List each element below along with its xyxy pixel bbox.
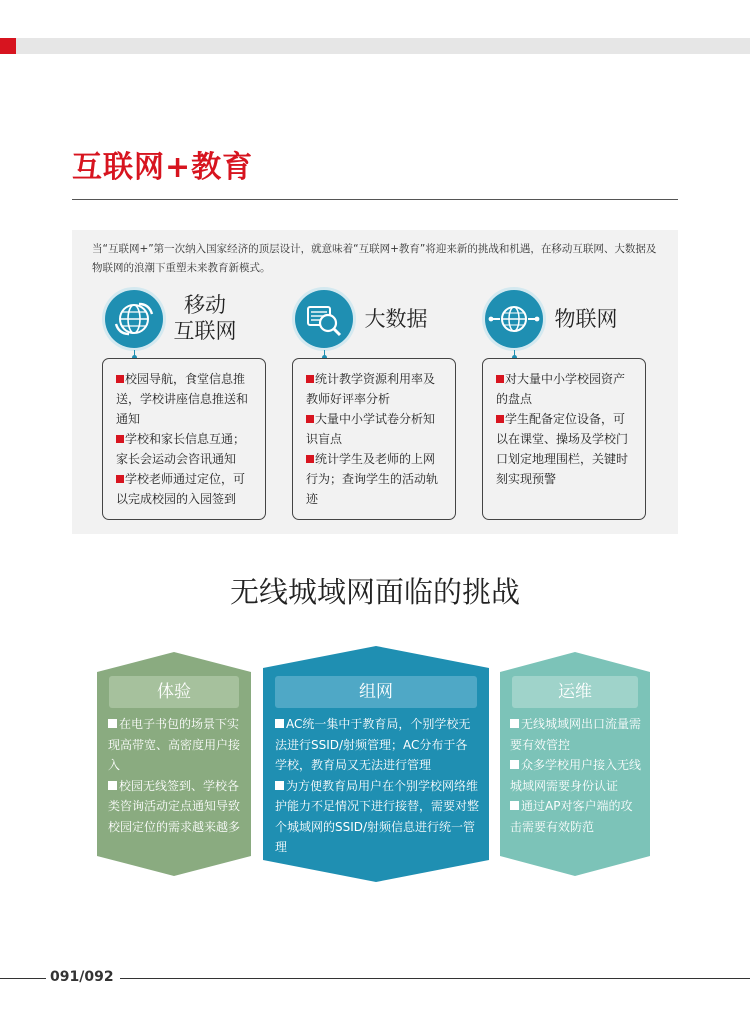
list-item: AC统一集中于教育局，个别学校无法进行SSID/射频管理；AC分布于各学校，教育局又无法进行管理	[275, 717, 471, 772]
data-magnifier-icon	[295, 290, 353, 348]
bullet-icon	[108, 719, 117, 728]
list-item: 为方便教育局用户在个别学校网络维护能力不足情况下进行接替，需要对整个城域网的SSID/射频信息进行统一管理	[275, 778, 480, 854]
challenge-title: 体验	[109, 676, 239, 708]
bullet-icon	[510, 760, 519, 769]
challenges-heading: 无线城域网面临的挑战	[229, 575, 520, 609]
category-card-bigdata	[292, 358, 456, 520]
list-item: 大量中小学试卷分析知识盲点	[306, 412, 436, 446]
category-card-iot	[482, 358, 646, 520]
list-item: 众多学校用户接入无线城域网需要身份认证	[510, 758, 642, 793]
category-label-bigdata: 大数据	[364, 307, 428, 331]
challenge-title: 组网	[275, 676, 477, 708]
challenge-card-experience	[97, 652, 251, 876]
title-divider	[72, 199, 678, 200]
top-bar-accent	[0, 38, 16, 54]
challenge-card-networking	[263, 646, 489, 882]
list-item: 对大量中小学校园资产的盘点	[496, 372, 626, 406]
list-item: 统计学生及老师的上网行为；查询学生的活动轨迹	[306, 452, 439, 506]
challenge-text	[108, 714, 242, 837]
bullet-icon	[275, 781, 284, 790]
list-item: 学校老师通过定位，可以完成校园的入园签到	[116, 472, 246, 506]
challenge-text	[275, 714, 479, 858]
challenge-text	[510, 714, 642, 837]
bullet-icon	[496, 375, 504, 383]
list-item: 在电子书包的场景下实现高带宽、高密度用户接入	[108, 717, 241, 772]
globe-hands-icon	[105, 290, 163, 348]
footer-rule-right	[120, 978, 750, 979]
list-item: 无线城域网出口流量需要有效管控	[510, 717, 642, 752]
list-item: 通过AP对客户端的攻击需要有效防范	[510, 799, 633, 834]
bullet-icon	[510, 719, 519, 728]
page-number: 091/092	[50, 969, 114, 985]
challenge-title: 运维	[512, 676, 638, 708]
challenge-card-operations	[500, 652, 650, 876]
bullet-icon	[116, 375, 124, 383]
category-label-iot: 物联网	[554, 307, 618, 331]
footer-rule-left	[0, 978, 46, 979]
page-title: 互联网+教育	[72, 150, 254, 185]
list-item: 校园无线签到、学校各类咨询活动定点通知导致校园定位的需求越来越多	[108, 778, 241, 834]
top-bar	[0, 38, 750, 54]
category-card-mobile	[102, 358, 266, 520]
bullet-icon	[116, 435, 124, 443]
bullet-icon	[306, 455, 314, 463]
intro-text: 当“互联网+”第一次纳入国家经济的顶层设计，就意味着“互联网+教育”将迎来新的挑战和机遇，在移动互联网、大数据及物联网的浪潮下重塑未来教育新模式。	[92, 243, 657, 274]
list-item: 学校和家长信息互通；家长会运动会咨讯通知	[116, 432, 246, 466]
bullet-icon	[116, 475, 124, 483]
bullet-icon	[306, 415, 314, 423]
category-label-mobile: 移动 互联网	[173, 293, 237, 343]
list-item: 校园导航，食堂信息推送，学校讲座信息推送和通知	[116, 372, 249, 426]
globe-network-icon	[485, 290, 543, 348]
bullet-icon	[275, 719, 284, 728]
list-item: 学生配备定位设备，可以在课堂、操场及学校门口划定地理围栏，关键时刻实现预警	[496, 412, 629, 486]
list-item: 统计教学资源利用率及教师好评率分析	[306, 372, 436, 406]
bullet-icon	[496, 415, 504, 423]
bullet-icon	[306, 375, 314, 383]
bullet-icon	[108, 781, 117, 790]
bullet-icon	[510, 801, 519, 810]
